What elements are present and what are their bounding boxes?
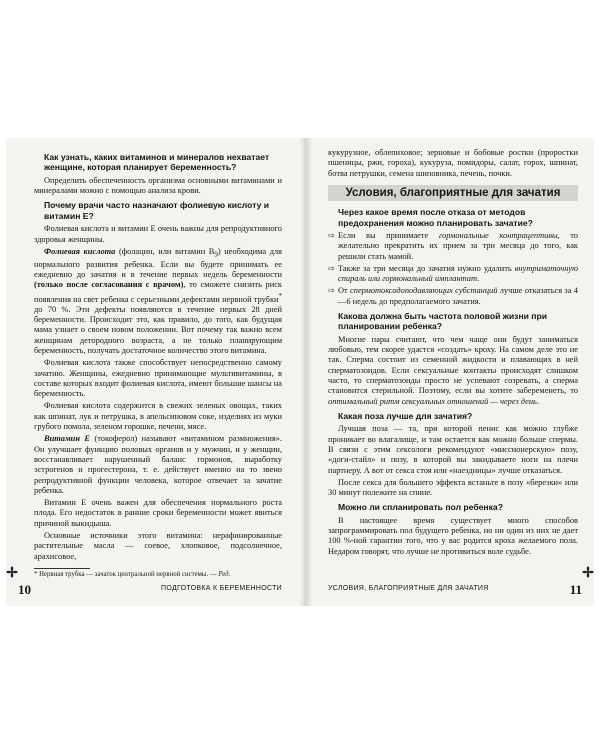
paragraph-folic-conception: Фолиевая кислота также способствует непосредственно самому зачатию. Женщины, ежедневно принимающие мультивитамины, в составе которых входит фолиевая кислота, имеют большие шансы на беременность.: [34, 358, 282, 399]
text-segment: Многие пары считают, что чем чаще они будут заниматься любовью, тем скорее удастся «создать» кроху. На самом деле это не так. Сперма состоит из семенной жидкости и плавающих в ней сперматозоидов. Если сексуальные контакты происходят слишком часто, то сперматозоиды просто не успевают созревать, а сперма становится стерильной. Поэтому, если вы хотите забеременеть, то: [328, 334, 578, 396]
left-page: [6, 138, 300, 606]
running-head-left: ПОДГОТОВКА К БЕРЕМЕННОСТИ: [161, 585, 282, 592]
paragraph-frequency: [328, 335, 578, 407]
bullet-iud: [328, 264, 578, 285]
question-position: Какая поза лучше для зачатия?: [338, 410, 473, 421]
footnote-editor: Ред.: [218, 570, 231, 578]
italic-term: оптимальный ритм сексуальных отношений — через день: [328, 396, 537, 406]
right-page: [306, 138, 594, 606]
question-contraception-stop: Через какое время после отказа от методов предохранения можно планировать зачатие?: [338, 207, 533, 228]
left-page-footer: [6, 582, 300, 598]
italic-term: спермотоксодоподавляющих субстанций: [350, 286, 498, 296]
footnote-rule: [34, 568, 90, 569]
paragraph-folacin: [34, 247, 282, 356]
right-page-content: [328, 148, 578, 559]
section-title-bar: [328, 185, 578, 201]
bullet-spermicide: [328, 286, 578, 307]
term-folic-acid: Фолиевая кислота: [44, 246, 116, 256]
text-segment: (фолацин, или витамин B: [115, 246, 215, 256]
page-number-left: 10: [18, 582, 31, 597]
text-segment: , то желательно прекратить их прием за три месяца до того, как решили стать мамой.: [338, 231, 578, 261]
paragraph-continued-sources: кукурузное, облепиховое; зерновые и бобовые ростки (проростки пшеницы, ржи, гороха), кукуруза, помидоры, салат, горох, шпинат, ботва петрушки, семена шиповника, печень, почки.: [328, 148, 578, 178]
section-title: Условия, благоприятные для зачатия: [345, 186, 561, 199]
arrow-bullet-icon: ⇨: [328, 286, 335, 296]
bold-note: (только после согласования с врачом): [34, 280, 184, 290]
paragraph-vitamin-e: [34, 434, 282, 496]
right-page-footer: [306, 582, 594, 598]
text-segment: (токоферол) называют «витамином размножения». Он улучшает функцию половых органов и у мужчин, и у женщин, восстанавливает нарушенный баланс гормонов, выработку эстрогенов и прогестерона, т. е. действует именно на то звено репродуктивной функции человека, которое отвечает за зачатие ребенка.: [34, 434, 283, 495]
text-segment: , то сможете снизить риск появления на свет ребенка с серьезными дефектами нервной трубки: [34, 280, 282, 304]
flower-ornament-icon: [6, 566, 18, 578]
question-frequency: Какова должна быть частота половой жизни при планировании ребенка?: [338, 311, 548, 332]
text-segment: .: [536, 396, 539, 406]
italic-term: гормональные контрацептивы: [438, 231, 558, 240]
flower-ornament-icon: [582, 566, 594, 578]
book-spread: [6, 138, 594, 606]
footnote: [34, 571, 282, 579]
paragraph-folic-sources: Фолиевая кислота содержится в свежих зеленых овощах, таких как шпинат, лук и петрушка, в апельсиновом соке, изделиях из муки грубого помола, зеленом горошке, печени, мясе.: [34, 401, 282, 432]
text-segment: .: [477, 274, 480, 284]
paragraph-position: Лучшая поза — та, при которой пенис как можно глубже проникает во влагалище, и там остается как можно больше спермы. В связи с этим сексологи рекомендуют «миссионерскую» позу, «доги-стайл» и позу, в которой вы закидываете ноги на плечи партнеру. А вот от секса стоя или «наездницы» лучше отказаться.: [328, 424, 578, 475]
paragraph-vitamin-e-sources: Основные источники этого витамина: нерафинированные растительные масла — соевое, хлопковое, подсолнечное, арахисовое,: [34, 531, 282, 561]
left-page-content: [34, 148, 282, 579]
footnote-mark: *: [278, 291, 282, 300]
paragraph-gender: В настоящее время существует много способов запрограммировать пол будущего ребенка, но ни один из них не дает 100 %-ной гарантии того, что у вас родится кроха желаемого пола. Недаром говорят, что лучше не противиться воле судьбе.: [328, 515, 578, 556]
arrow-bullet-icon: ⇨: [328, 263, 335, 273]
text-segment: От: [338, 286, 351, 296]
subscript: 9: [214, 250, 218, 259]
text-segment: до 70 %. Эти дефекты появляются в течение первых 28 дней беременности. Происходит это, как правило, до того, как будущая мама узнает о своем новом положении. Вот почему так важно всем женщинам детородного возраста, а не только планирующим беременность, получать достаточное количество этого витамина.: [34, 304, 282, 355]
text-segment: ) необходима для нормального развития ребенка. Если вы будете принимать ее ежедневно до зачатия и в течение первых недель беременности: [34, 246, 282, 280]
paragraph-importance: Фолиевая кислота и витамин Е очень важны для репродуктивного здоровья женщины.: [34, 224, 282, 244]
text-segment: Также за три месяца до зачатия нужно удалить: [338, 263, 515, 273]
term-vitamin-e: Витамин Е: [44, 434, 91, 444]
question-vitamins-minerals: Как узнать, каких витаминов и минералов нехватает женщине, которая планирует беременность?: [44, 152, 270, 173]
page-number-right: 11: [569, 582, 582, 597]
paragraph-blood-test: Определить обеспеченность организма основными витаминами и минералами можно с помощью анализа крови.: [34, 175, 282, 196]
running-head-right: УСЛОВИЯ, БЛАГОПРИЯТНЫЕ ДЛЯ ЗАЧАТИЯ: [328, 585, 489, 592]
arrow-bullet-icon: ⇨: [328, 231, 335, 240]
footnote-text: * Нервная трубка — зачаток центральной нервной системы. —: [34, 570, 219, 578]
text-segment: Если вы принимаете: [338, 231, 439, 240]
bullet-hormonal: [328, 231, 578, 262]
paragraph-vitamin-e-growth: Витамин Е очень важен для обеспечения нормального роста плода. Его недостаток в ранние сроки беременности может явиться причиной выкидыша.: [34, 498, 282, 528]
text-segment: лучше отказаться за 4—6 недель до предполагаемого зачатия.: [338, 286, 578, 306]
question-gender: Можно ли спланировать пол ребенка?: [338, 502, 503, 513]
paragraph-after: После секса для большего эффекта встаньте в позу «березки» или 30 минут полежите на спине.: [328, 477, 578, 498]
italic-term: внутриматочную спираль или гормональный имплантат: [338, 263, 578, 284]
question-folic-acid: Почему врачи часто назначают фолиевую кислоту и витамин Е?: [44, 200, 270, 221]
